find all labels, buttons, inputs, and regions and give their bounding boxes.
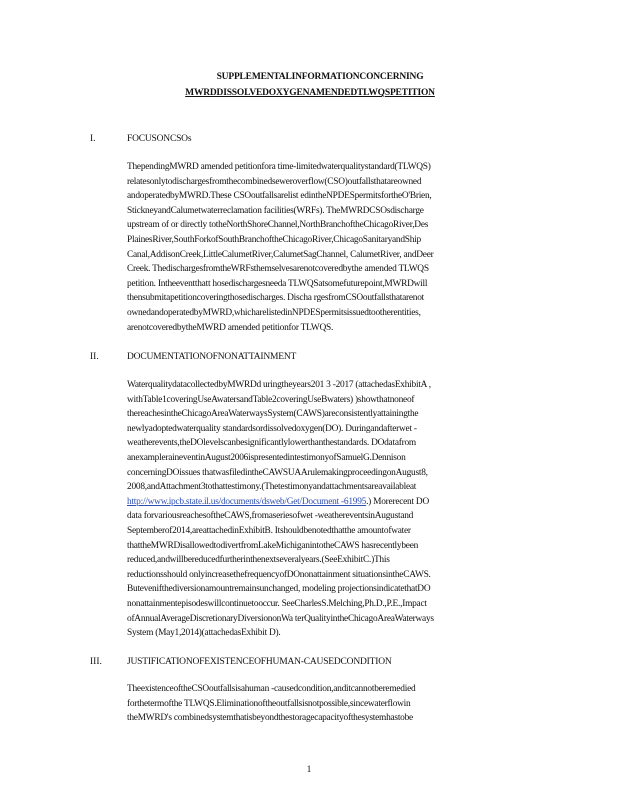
paragraph-line: PlainesRiver,SouthForkofSouthBranchoftheChicagoRiver,ChicagoSanitaryandShip	[127, 234, 421, 245]
paragraph-line: newlyadoptedwaterquality standardsordissolvedoxygen(DO). Duringandafterwet -	[127, 423, 417, 434]
section-paragraph	[127, 160, 547, 335]
section-heading: JUSTIFICATIONOFEXISTENCEOFHUMAN-CAUSEDCONDITION	[127, 657, 392, 667]
section-heading: FOCUSONCSOs	[127, 134, 192, 144]
paragraph-line: ownedandoperatedbyMWRD,whicharelistedinNPDESpermitsissuedtootherentities,	[127, 307, 421, 318]
paragraph-line: TheexistenceoftheCSOoutfallsisahuman -causedcondition,anditcannotberemedied	[127, 684, 416, 694]
paragraph-line: Butevenifthediversionamountremainsunchanged, modeling projectionsindicatethatDO	[127, 584, 431, 595]
paragraph-line: thensubmitapetitioncoveringthosedischarges. Discha rgesfromCSOoutfallsthatarenot	[127, 293, 425, 304]
paragraph-line: anexampleraineventinAugust2006ispresentedintestimonyofSamuelG.Dennison	[127, 452, 406, 463]
document-title-line-2: MWRDDISSOLVEDOXYGENAMENDEDTLWQSPETITION	[185, 88, 435, 98]
paragraph-line: 2008,andAttachment3tothattestimony.(Thetestimonyandattachmentsareavailableat	[127, 482, 417, 493]
paragraph-line: WaterqualitydatacollectedbyMWRDd uringtheyears201 3 -2017 (attachedasExhibitA ,	[127, 380, 431, 390]
paragraph-line: andoperatedbyMWRD.These CSOoutfallsarelist edintheNPDESpermitsfortheO'Brien,	[127, 191, 432, 202]
paragraph-line: weatherevents,theDOlevelscanbesignificantlylowerthanthestandards. DOdatafrom	[127, 438, 416, 449]
paragraph-line: data forvariousreachesoftheCAWS,fromaseriesofwet -weathereventsinAugustand	[127, 511, 414, 522]
paragraph-line: reductionsshould onlyincreasethefrequencyofDOnonattainment situationsintheCAWS.	[127, 569, 431, 580]
paragraph-line: reduced,andwillbereducedfurtherinthenextseveralyears.(SeeExhibitC.)This	[127, 555, 390, 566]
section-number: I.	[90, 134, 96, 144]
paragraph-line: nonattainmentepisodeswillcontinuetooccur. SeeCharlesS.Melching,Ph.D.,P.E.,Impact	[127, 598, 427, 609]
paragraph-line: thereachesintheChicagoAreaWaterwaysSystem(CAWS)areconsistentlyattainingthe	[127, 409, 419, 420]
exhibit-document-link[interactable]: http://www.ipcb.state.il.us/documents/dsweb/Get/Document -61995	[127, 496, 367, 507]
paragraph-line: relatesonlytodischargesfromthecombinedseweroverflow(CSO)outfallsthatareowned	[127, 176, 422, 187]
paragraph-line: concerningDOissues thatwasfiledintheCAWSUAArulemakingproceedingonAugust8,	[127, 467, 428, 478]
paragraph-line: ThependingMWRD amended petitionfora time-limitedwaterqualitystandard(TLWQS)	[127, 162, 431, 172]
section-number: III.	[90, 657, 102, 667]
paragraph-line: StickneyandCalumetwaterreclamation facilities(WRFs). TheMWRDCSOsdischarge	[127, 205, 424, 216]
paragraph-line: thattheMWRDisallowedtodivertfromLakeMichiganintotheCAWS hasrecentlybeen	[127, 540, 419, 551]
section-heading: DOCUMENTATIONOFNONATTAINMENT	[127, 352, 297, 362]
paragraph-line: withTable1coveringUseAwatersandTable2coveringUseBwaters) )showthatnoneof	[127, 394, 415, 405]
paragraph-line: ofAnnualAverageDiscretionaryDiversiononWa terQualityintheChicagoAreaWaterways	[127, 613, 434, 624]
paragraph-line: forthetermofthe TLWQS.Eliminationoftheoutfallsisnotpossible,sincewaterflowin	[127, 698, 411, 709]
paragraph-line: arenotcoveredbytheMWRD amended petitionfor TLWQS.	[127, 322, 334, 333]
paragraph-line: petition. Intheeventthatt hosedischargesneeda TLWQSatsomefuturepoint,MWRDwill	[127, 278, 428, 289]
section-paragraph	[127, 378, 547, 641]
page-number: 1	[306, 765, 312, 775]
section-number: II.	[90, 352, 99, 362]
paragraph-line: theMWRD's combinedsystemthatisbeyondthestoragecapacityofthesystemhastobe	[127, 713, 413, 724]
paragraph-line: System (May1,2014)(attachedasExhibit D).	[127, 628, 281, 639]
paragraph-line: Creek. ThedischargesfromtheWRFsthemselvesarenotcoveredbythe amended TLWQS	[127, 264, 429, 275]
paragraph-line: Septemberof2014,areattachedinExhibitB. Itshouldbenotedthatthe amountofwater	[127, 525, 411, 536]
section-paragraph	[127, 682, 547, 726]
paragraph-line: upstream of or directly totheNorthShoreChannel,NorthBranchoftheChicagoRiver,Des	[127, 220, 429, 231]
paragraph-line: Canal,AddisonCreek,LittleCalumetRiver,CalumetSagChannel, CalumetRiver, andDeer	[127, 249, 434, 260]
paragraph-line-with-link	[127, 495, 547, 510]
paragraph-line-tail: .) Morerecent DO	[366, 496, 429, 507]
document-title-line-1: SUPPLEMENTALINFORMATIONCONCERNING	[216, 72, 424, 82]
